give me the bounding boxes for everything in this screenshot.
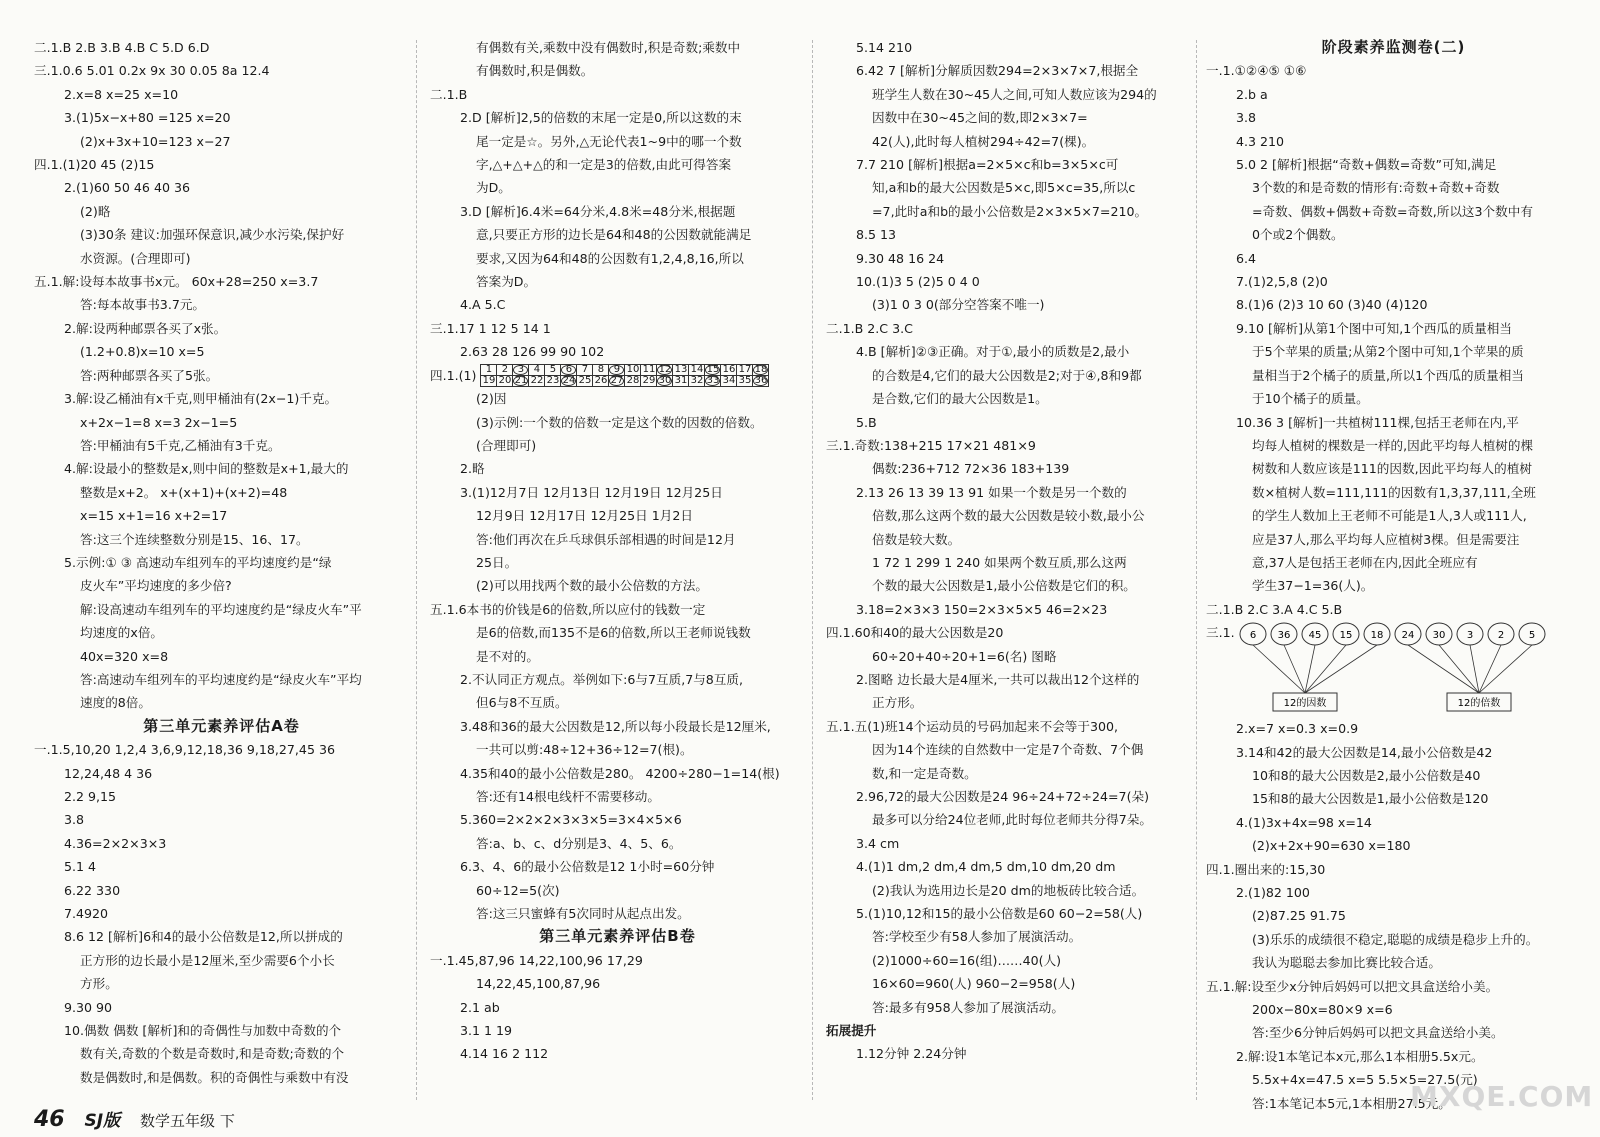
- answer-line: 5.1 4: [64, 859, 97, 875]
- grid-cell: 14: [690, 363, 704, 375]
- answer-column-4: [1206, 36, 1581, 1115]
- answer-line: 3.D [解析]6.4米=64分米,4.8米=48分米,根据题: [460, 203, 736, 219]
- grid-cell: 16: [722, 363, 736, 375]
- answer-line: 3个数的和是奇数的情形有:奇数+奇数+奇数: [1252, 180, 1500, 196]
- answer-line: 2.1 ab: [460, 999, 500, 1015]
- answer-line: (2)因: [476, 391, 507, 407]
- answer-line: 整数是x+2。 x+(x+1)+(x+2)=48: [80, 484, 288, 500]
- answer-line: 为D。: [476, 180, 511, 196]
- answer-line: 一.1.①②④⑤ ①⑥: [1206, 63, 1307, 79]
- answer-line: x=15 x+1=16 x+2=17: [80, 508, 228, 524]
- answer-line: 三.1.0.6 5.01 0.2x 9x 30 0.05 8a 12.4: [34, 63, 270, 79]
- factor-multiple-diagram: [1235, 621, 1555, 713]
- answer-line: 量相当于2个橘子的质量,所以1个西瓜的质量相当: [1252, 367, 1524, 383]
- grid-cell: 8: [593, 364, 609, 375]
- node-number: 5: [1528, 630, 1535, 642]
- grid-cell: 35: [738, 374, 752, 386]
- grid-label: 四.1.(1): [430, 367, 477, 383]
- answer-line: 8.5 13: [856, 227, 897, 243]
- connector-line: [1305, 645, 1377, 693]
- node-number: 45: [1308, 630, 1321, 642]
- answer-line: 6.3、4、6的最小公倍数是12 1小时=60分钟: [460, 859, 715, 875]
- grid-cell: 29: [642, 374, 656, 386]
- connector-line: [1479, 645, 1501, 693]
- grid-cell: 27: [610, 374, 624, 386]
- answer-line: 个数的最大公因数是1,最小公倍数是它们的积。: [872, 578, 1136, 594]
- answer-line: 6.4: [1236, 250, 1257, 266]
- answer-line: 4.(1)1 dm,2 dm,4 dm,5 dm,10 dm,20 dm: [856, 859, 1116, 875]
- connector-line: [1408, 645, 1479, 693]
- page-number: 46: [34, 1107, 65, 1132]
- connector-line: [1253, 645, 1305, 693]
- answer-line: 4.(1)3x+4x=98 x=14: [1236, 814, 1372, 830]
- answer-line: 五.1.解:设至少x分钟后妈妈可以把文具盒送给小美。: [1206, 978, 1499, 994]
- answer-line: 1.12分钟 2.24分钟: [856, 1046, 967, 1062]
- answer-line: 2.96,72的最大公因数是24 96÷24+72÷24=7(朵): [856, 789, 1149, 804]
- answer-line: 4.3 210: [1236, 133, 1285, 149]
- answer-line: 学生37−1=36(人)。: [1252, 578, 1374, 594]
- answer-line: 意,只要正方形的边长是64和48的公因数就能满足: [476, 227, 752, 243]
- answer-line: 10和8的最大公因数是2,最小公倍数是40: [1252, 767, 1481, 783]
- answer-line: 4.14 16 2 112: [460, 1046, 549, 1062]
- answer-line: 4.解:设最小的整数是x,则中间的整数是x+1,最大的: [64, 461, 349, 477]
- grid-cell: 17: [738, 363, 752, 375]
- answer-line: 42(人),此时每人植树294÷42=7(棵)。: [872, 133, 1095, 149]
- answer-line: 但6与8不互质。: [476, 695, 568, 711]
- answer-line: 五.1.解:设每本故事书x元。 60x+28=250 x=3.7: [34, 274, 319, 290]
- answer-line: 四.1.圈出来的:15,30: [1206, 861, 1326, 877]
- answer-line: 2.13 26 13 39 13 91 如果一个数是另一个数的: [856, 484, 1127, 500]
- answer-line: 8.6 12 [解析]6和4的最小公倍数是12,所以拼成的: [64, 929, 343, 945]
- answer-line: 0个或2个偶数。: [1252, 227, 1344, 243]
- answer-line: 二.1.B: [430, 86, 468, 102]
- watermark: MXQE.COM: [1410, 1080, 1594, 1113]
- answer-line: (3)乐乐的成绩很不稳定,聪聪的成绩是稳步上升的。: [1252, 931, 1539, 947]
- category-label: 12的倍数: [1457, 698, 1500, 710]
- answer-line: 答:1本笔记本5元,1本相册27.5元。: [1252, 1095, 1451, 1111]
- grid-cell: 1: [481, 364, 497, 375]
- grid-cell: 10: [626, 363, 640, 375]
- answer-line: 答:这三个连续整数分别是15、16、17。: [80, 531, 309, 547]
- grid-cell: 28: [626, 374, 640, 386]
- diagram-label: 三.1.: [1206, 625, 1235, 641]
- answer-line: 于5个苹果的质量;从第2个图中可知,1个苹果的质: [1252, 344, 1524, 360]
- answer-line: 9.30 48 16 24: [856, 250, 945, 266]
- answer-line: 班学生人数在30~45人之间,可知人数应该为294的: [872, 86, 1157, 102]
- grid-cell: 18: [754, 363, 768, 375]
- answer-line: 1 72 1 299 1 240 如果两个数互质,那么这两: [872, 554, 1127, 570]
- grid-cell: 13: [674, 363, 688, 375]
- node-number: 30: [1432, 630, 1445, 642]
- answer-line: (2)略: [80, 203, 111, 219]
- answer-line: 均每人植树的棵数是一样的,因此平均每人植树的棵: [1252, 437, 1534, 453]
- answer-line: 最多可以分给24位老师,此时每位老师共分得7朵。: [872, 812, 1152, 828]
- answer-line: 因为14个连续的自然数中一定是7个奇数、7个偶: [872, 742, 1144, 758]
- answer-line: 四.1.(1)20 45 (2)15: [34, 157, 155, 173]
- answer-line: x+2x−1=8 x=3 2x−1=5: [80, 414, 238, 430]
- grid-cell: 23: [546, 374, 560, 386]
- answer-line: 3.14和42的最大公因数是14,最小公倍数是42: [1236, 744, 1493, 760]
- node-number: 24: [1401, 630, 1414, 642]
- answer-line: 2.(1)82 100: [1236, 885, 1310, 900]
- answer-line: 树数和人数应该是111的因数,因此平均每人的植树: [1252, 461, 1532, 477]
- answer-line: 答:他们再次在乒乓球俱乐部相遇的时间是12月: [476, 531, 736, 547]
- grid-cell: 5: [545, 364, 561, 375]
- answer-line: 4.35和40的最小公倍数是280。 4200÷280−1=14(根): [460, 765, 780, 781]
- answer-line: 12月9日 12月17日 12月25日 1月2日: [476, 508, 693, 524]
- answer-line: 3.(1)12月7日 12月13日 12月19日 12月25日: [460, 484, 723, 500]
- answer-line: 应是37人,那么平均每人应植树3棵。但是需要注: [1252, 531, 1520, 547]
- answer-line: (3)1 0 3 0(部分空答案不唯一): [872, 297, 1045, 313]
- answer-line: 2.解:设1本笔记本x元,那么1本相册5.5x元。: [1236, 1048, 1484, 1064]
- answer-line: 3.(1)5x−x+80 =125 x=20: [64, 110, 231, 126]
- answer-line: 60÷12=5(次): [476, 882, 560, 898]
- answer-line: 10.36 3 [解析]一共植树111棵,包括王老师在内,平: [1236, 414, 1519, 430]
- answer-line: 均速度的x倍。: [80, 625, 164, 641]
- answer-line: (2)87.25 91.75: [1252, 908, 1346, 924]
- answer-line: 数×植树人数=111,111的因数有1,3,37,111,全班: [1252, 484, 1536, 500]
- answer-line: 答:高速动车组列车的平均速度约是“绿皮火车”平均: [80, 671, 362, 687]
- answer-line: (3)30条 建议:加强环保意识,减少水污染,保护好: [80, 227, 345, 243]
- answer-line: 5.360=2×2×2×3×3×5=3×4×5×6: [460, 812, 682, 828]
- grid-cell: 21: [514, 374, 528, 386]
- answer-line: 6.22 330: [64, 882, 121, 898]
- answer-line: 一共可以剪:48÷12+36÷12=7(根)。: [476, 742, 693, 758]
- answer-line: (2)我认为选用边长是20 dm的地板砖比较合适。: [872, 882, 1145, 898]
- factor-multiple-diagram-line: [1206, 621, 1581, 717]
- answer-line: 答:最多有958人参加了展演活动。: [872, 999, 1064, 1015]
- answer-line: 3.8: [1236, 110, 1257, 126]
- grid-cell: 34: [722, 374, 736, 386]
- edition-label: SJ版: [84, 1111, 121, 1131]
- answer-line: 我认为聪聪去参加比赛比较合适。: [1252, 955, 1441, 971]
- answer-line: 的学生人数加上王老师不可能是1人,3人或111人,: [1252, 508, 1527, 524]
- answer-line: 12,24,48 4 36: [64, 765, 153, 781]
- answer-line: 于10个橘子的质量。: [1252, 391, 1369, 407]
- answer-line: 有偶数时,积是偶数。: [476, 63, 594, 79]
- answer-line: 10.偶数 偶数 [解析]和的奇偶性与加数中奇数的个: [64, 1023, 342, 1039]
- answer-line: 倍数,那么这两个数的最大公因数是较小数,最小公: [872, 508, 1145, 524]
- answer-line: 方形。: [80, 976, 118, 992]
- answer-line: 知,a和b的最大公因数是5×c,即5×c=35,所以c: [872, 180, 1136, 196]
- answer-line: 水资源。(合理即可): [80, 250, 191, 266]
- grid-cell: 2: [497, 364, 513, 375]
- answer-line: 8.(1)6 (2)3 10 60 (3)40 (4)120: [1236, 297, 1428, 313]
- answer-line: 答:至少6分钟后妈妈可以把文具盒送给小美。: [1252, 1025, 1504, 1041]
- column-divider: [1196, 40, 1197, 1100]
- answer-line: 3.8: [64, 812, 85, 828]
- answer-line: 四.1.60和40的最大公因数是20: [826, 625, 1004, 641]
- answer-line: 皮火车”平均速度的多少倍?: [80, 578, 232, 594]
- grid-cell: 19: [482, 374, 496, 386]
- section-heading: 第三单元素养评估A卷: [143, 716, 300, 735]
- category-label: 12的因数: [1283, 698, 1326, 710]
- answer-line: 二.1.B 2.B 3.B 4.B C 5.D 6.D: [34, 40, 210, 55]
- node-number: 2: [1497, 630, 1504, 642]
- answer-line: =奇数、偶数+偶数+奇数=奇数,所以这3个数中有: [1252, 203, 1533, 219]
- answer-line: (3)示例:一个数的倍数一定是这个数的因数的倍数。: [476, 414, 763, 430]
- answer-line: 10.(1)3 5 (2)5 0 4 0: [856, 274, 980, 290]
- answer-line: 答:a、b、c、d分别是3、4、5、6。: [476, 835, 682, 851]
- grid-cell: 33: [706, 374, 720, 386]
- answer-line: 正方形。: [872, 695, 923, 711]
- answer-line: 倍数是较大数。: [872, 531, 961, 547]
- grid-cell: 25: [578, 374, 592, 386]
- answer-line: 60÷20+40÷20+1=6(名) 图略: [872, 648, 1057, 664]
- answer-line: 16×60=960(人) 960−2=958(人): [872, 976, 1076, 992]
- grid-cell: 31: [674, 374, 688, 386]
- answer-line: 要求,又因为64和48的公因数有1,2,4,8,16,所以: [476, 250, 744, 266]
- section-heading: 第三单元素养评估B卷: [539, 927, 696, 946]
- number-grid-line: [430, 364, 805, 387]
- connector-line: [1470, 645, 1479, 693]
- answer-column-1: [34, 36, 409, 1089]
- answer-line: =7,此时a和b的最小公倍数是2×3×5×7=210。: [872, 203, 1148, 219]
- grid-cell: 15: [706, 363, 720, 375]
- answer-column-3: [826, 36, 1191, 1066]
- answer-line: 3.4 cm: [856, 835, 900, 851]
- grid-cell: 32: [690, 374, 704, 386]
- answer-line: (1.2+0.8)x=10 x=5: [80, 344, 205, 360]
- connector-line: [1305, 645, 1346, 693]
- answer-line: 2.x=8 x=25 x=10: [64, 86, 179, 102]
- answer-line: 4.36=2×2×3×3: [64, 835, 167, 851]
- answer-line: 2.63 28 126 99 90 102: [460, 344, 605, 360]
- connector-line: [1305, 645, 1315, 693]
- answer-line: 的合数是4,它们的最大公因数是2;对于④,8和9都: [872, 367, 1142, 383]
- grid-cell: 6: [561, 364, 577, 375]
- answer-line: 40x=320 x=8: [80, 648, 169, 664]
- answer-line: 是6的倍数,而135不是6的倍数,所以王老师说钱数: [476, 625, 751, 641]
- answer-line: 7.4920: [64, 906, 109, 922]
- answer-line: 7.7 210 [解析]根据a=2×5×c和b=3×5×c可: [856, 157, 1119, 173]
- node-number: 6: [1249, 630, 1256, 642]
- answer-line: 2.解:设两种邮票各买了x张。: [64, 320, 227, 336]
- answer-line: 是合数,它们的最大公因数是1。: [872, 391, 1048, 407]
- grid-cell: 36: [754, 374, 768, 386]
- answer-line: 是不对的。: [476, 648, 539, 664]
- grid-cell: 4: [529, 364, 545, 375]
- number-grid: [480, 364, 769, 387]
- answer-line: 答:两种邮票各买了5张。: [80, 367, 219, 383]
- answer-line: (2)1000÷60=16(组)……40(人): [872, 952, 1062, 968]
- answer-line: 2.图略 边长最大是4厘米,一共可以裁出12个这样的: [856, 671, 1140, 687]
- answer-line: 答:这三只蜜蜂有5次同时从起点出发。: [476, 906, 690, 922]
- column-divider: [416, 40, 417, 1100]
- answer-line: 4.B [解析]②③正确。对于①,最小的质数是2,最小: [856, 344, 1130, 360]
- answer-line: 5.(1)10,12和15的最小公倍数是60 60−2=58(人): [856, 906, 1143, 922]
- answer-line: 15和8的最大公因数是1,最小公倍数是120: [1252, 791, 1489, 807]
- grid-cell: 24: [562, 374, 576, 386]
- answer-line: 2.D [解析]2,5的倍数的末尾一定是0,所以这数的末: [460, 110, 742, 126]
- answer-line: 7.(1)2,5,8 (2)0: [1236, 274, 1328, 290]
- answer-line: 3.解:设乙桶油有x千克,则甲桶油有(2x−1)千克。: [64, 391, 338, 407]
- answer-line: 字,△+△+△的和一定是3的倍数,由此可得答案: [476, 157, 732, 173]
- answer-line: 2.x=7 x=0.3 x=0.9: [1236, 721, 1359, 737]
- answer-line: 二.1.B 2.C 3.A 4.C 5.B: [1206, 601, 1343, 617]
- grid-cell: 22: [530, 374, 544, 386]
- answer-line: 3.1 1 19: [460, 1023, 513, 1039]
- connector-line: [1479, 645, 1532, 693]
- connector-line: [1284, 645, 1305, 693]
- answer-line: 三.1.17 1 12 5 14 1: [430, 320, 551, 336]
- node-number: 3: [1466, 630, 1473, 642]
- answer-line: 意,37人是包括王老师在内,因此全班应有: [1252, 554, 1478, 570]
- answer-line: 正方形的边长最小是12厘米,至少需要6个小长: [80, 952, 335, 968]
- answer-line: 有偶数有关,乘数中没有偶数时,积是奇数;乘数中: [476, 40, 741, 55]
- answer-line: 答:每本故事书3.7元。: [80, 297, 206, 313]
- answer-line: 5.B: [856, 414, 877, 430]
- answer-column-2: [430, 36, 805, 1066]
- answer-line: 2.2 9,15: [64, 789, 117, 804]
- answer-line: 5.5x+4x=47.5 x=5 5.5×5=27.5(元): [1252, 1072, 1478, 1088]
- answer-line: 二.1.B 2.C 3.C: [826, 320, 913, 336]
- answer-line: 尾一定是☆。另外,△无论代表1~9中的哪一个数: [476, 133, 742, 149]
- answer-line: 3.18=2×3×3 150=2×3×5×5 46=2×23: [856, 601, 1108, 617]
- answer-line: (合理即可): [476, 437, 537, 453]
- answer-line: 5.0 2 [解析]根据“奇数+偶数=奇数”可知,满足: [1236, 157, 1497, 173]
- answer-line: 9.10 [解析]从第1个图中可知,1个西瓜的质量相当: [1236, 320, 1512, 336]
- section-heading: 阶段素养监测卷(二): [1321, 38, 1466, 56]
- answer-line: 一.1.5,10,20 1,2,4 3,6,9,12,18,36 9,18,27,45 36: [34, 742, 335, 758]
- answer-line: 4.A 5.C: [460, 297, 506, 313]
- answer-line: 9.30 90: [64, 999, 113, 1015]
- answer-line: 答:还有14根电线杆不需要移动。: [476, 789, 660, 804]
- book-title: 数学五年级 下: [140, 1112, 235, 1130]
- answer-line: 五.1.五(1)班14个运动员的号码加起来不会等于300,: [826, 718, 1119, 734]
- answer-line: 速度的8倍。: [80, 695, 151, 711]
- answer-line: (2)x+2x+90=630 x=180: [1252, 838, 1411, 854]
- grid-cell: 30: [658, 374, 672, 386]
- grid-cell: 7: [577, 364, 593, 375]
- answer-line: 2.不认同正方观点。举例如下:6与7互质,7与8互质,: [460, 671, 744, 687]
- answer-line: 2.(1)60 50 46 40 36: [64, 180, 190, 196]
- answer-line: 3.48和36的最大公因数是12,所以每小段最长是12厘米,: [460, 718, 771, 734]
- answer-line: 答案为D。: [476, 274, 537, 290]
- grid-cell: 11: [642, 363, 656, 375]
- grid-cell: 9: [609, 364, 625, 375]
- answer-line: 偶数:236+712 72×36 183+139: [872, 461, 1070, 477]
- answer-line: 200x−80x=80×9 x=6: [1252, 1002, 1393, 1018]
- answer-line: 因数中在30~45之间的数,即2×3×7=: [872, 110, 1088, 126]
- grid-cell: 26: [594, 374, 608, 386]
- grid-cell: 12: [658, 363, 672, 375]
- column-divider: [812, 40, 813, 1100]
- page-footer: [34, 1106, 235, 1132]
- answer-line: (2)可以用找两个数的最小公倍数的方法。: [476, 578, 708, 594]
- answer-line: 答:甲桶油有5千克,乙桶油有3千克。: [80, 437, 281, 453]
- answer-line: 五.1.6本书的价钱是6的倍数,所以应付的钱数一定: [430, 601, 706, 617]
- answer-line: 14,22,45,100,87,96: [476, 976, 601, 992]
- answer-line: 拓展提升: [826, 1023, 877, 1039]
- answer-line: (2)x+3x+10=123 x−27: [80, 133, 231, 149]
- grid-cell: 3: [513, 364, 529, 375]
- answer-line: 2.略: [460, 461, 485, 477]
- answer-line: 答:学校至少有58人参加了展演活动。: [872, 929, 1082, 945]
- answer-line: 数有关,奇数的个数是奇数时,和是奇数;奇数的个: [80, 1046, 345, 1062]
- grid-cell: 20: [498, 374, 512, 386]
- answer-line: 三.1.奇数:138+215 17×21 481×9: [826, 437, 1036, 453]
- node-number: 18: [1370, 630, 1383, 642]
- connector-line: [1439, 645, 1479, 693]
- answer-line: 25日。: [476, 554, 518, 570]
- answer-line: 5.示例:① ③ 高速动车组列车的平均速度约是“绿: [64, 554, 332, 570]
- answer-line: 6.42 7 [解析]分解质因数294=2×3×7×7,根据全: [856, 63, 1139, 79]
- answer-line: 2.b a: [1236, 86, 1268, 102]
- answer-line: 数是偶数时,和是偶数。积的奇偶性与乘数中有没: [80, 1069, 349, 1085]
- answer-line: 数,和一定是奇数。: [872, 765, 977, 781]
- node-number: 15: [1339, 630, 1352, 642]
- node-number: 36: [1277, 630, 1290, 642]
- answer-line: 5.14 210: [856, 40, 913, 55]
- answer-line: 解:设高速动车组列车的平均速度约是“绿皮火车”平: [80, 601, 362, 617]
- answer-line: 一.1.45,87,96 14,22,100,96 17,29: [430, 952, 643, 968]
